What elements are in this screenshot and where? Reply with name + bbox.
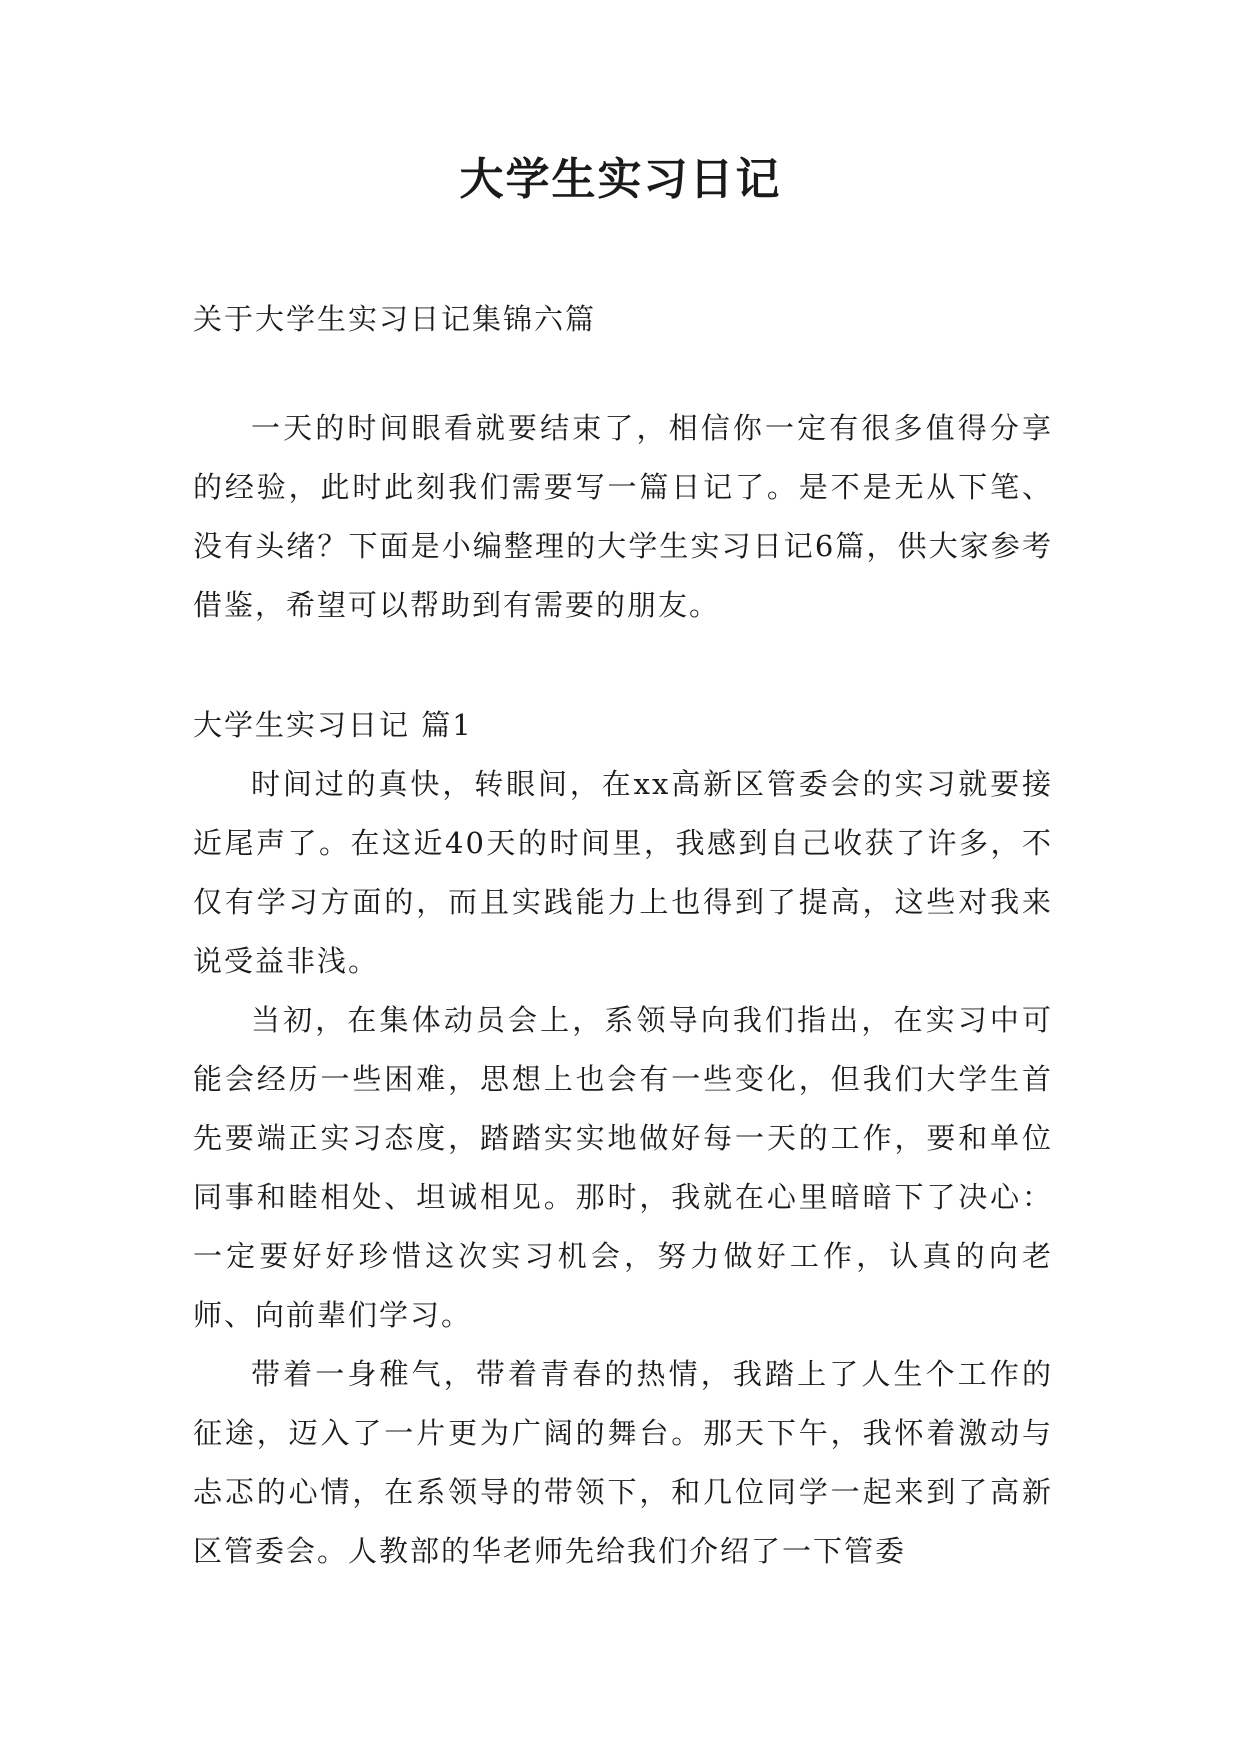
- document-subtitle: 关于大学生实习日记集锦六篇: [193, 302, 597, 336]
- section-heading: 大学生实习日记 篇1: [193, 708, 473, 742]
- body-paragraph-2: 当初，在集体动员会上，系领导向我们指出，在实习中可能会经历一些困难，思想上也会有一些变化，但我们大学生首先要端正实习态度，踏踏实实地做好每一天的工作，要和单位同事和睦相处、坦诚相见。那时，我就在心里暗暗下了决心：一定要好好珍惜这次实习机会，努力做好工作，认真的向老师、向前辈们学习。: [193, 1003, 1053, 1332]
- section-body: [193, 755, 1053, 1581]
- intro-section: [193, 399, 1053, 635]
- document-title: 大学生实习日记: [459, 154, 782, 205]
- body-paragraph-1: 时间过的真快，转眼间，在xx高新区管委会的实习就要接近尾声了。在这近40天的时间里，我感到自己收获了许多，不仅有学习方面的，而且实践能力上也得到了提高，这些对我来说受益非浅。: [193, 767, 1053, 978]
- body-paragraph-3: 带着一身稚气，带着青春的热情，我踏上了人生个工作的征途，迈入了一片更为广阔的舞台。那天下午，我怀着激动与忐忑的心情，在系领导的带领下，和几位同学一起来到了高新区管委会。人教部的华老师先给我们介绍了一下管委: [193, 1357, 1053, 1568]
- intro-paragraph: 一天的时间眼看就要结束了，相信你一定有很多值得分享的经验，此时此刻我们需要写一篇日记了。是不是无从下笔、没有头绪？下面是小编整理的大学生实习日记6篇，供大家参考借鉴，希望可以帮助到有需要的朋友。: [193, 411, 1053, 622]
